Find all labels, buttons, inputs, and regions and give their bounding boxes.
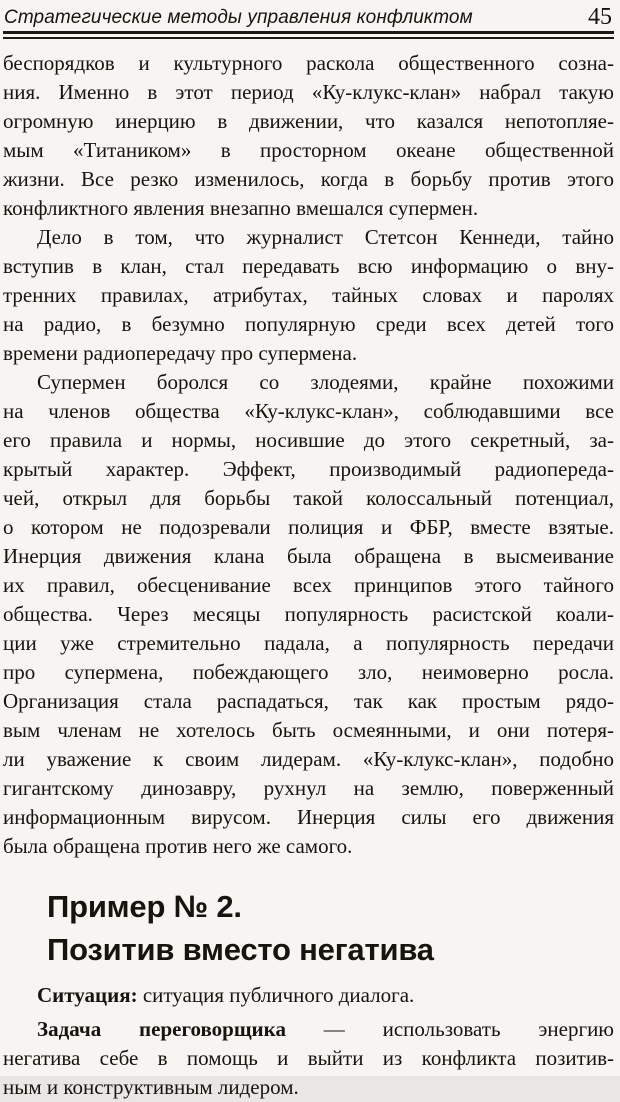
body-text [3, 49, 614, 861]
page-number: 45 [588, 4, 612, 30]
text-line: на членов общества «Ку-клукс-клан», соблюдавшими все [3, 399, 614, 423]
text-line: про супермена, побеждающего зло, неимоверно росла. [3, 660, 614, 684]
text-line: была обращена против него же самого. [3, 834, 353, 858]
running-title: Стратегические методы управления конфликтом [4, 7, 473, 28]
paragraph [3, 223, 614, 368]
text-line [3, 1073, 614, 1102]
text-line: мым «Титаником» в просторном океане общественной [3, 138, 614, 162]
text-line: на радио, в безумно популярную среди всех детей того [3, 312, 614, 336]
text-line: ния. Именно в этот период «Ку-клукс-клан» набрал такую [3, 80, 614, 104]
definition-text: негатива себе в помощь и выйти из конфликта позитив- [3, 1046, 614, 1070]
definition-text: — использовать энергию [285, 1017, 614, 1041]
section-heading-line1: Пример № 2. [47, 889, 242, 924]
text-line: их правил, обесценивание всех принципов этого тайного [3, 573, 614, 597]
text-line: огромную инерцию в движении, что казался непотопляе- [3, 109, 614, 133]
text-line: конфликтного явления внезапно вмешался супермен. [3, 196, 479, 220]
text-line: вступив в клан, стал передавать всю информацию о вну- [3, 254, 614, 278]
definition-paragraph [3, 981, 614, 1010]
text-line [3, 1044, 614, 1073]
text-line: тренних правилах, атрибутах, тайных словах и паролях [3, 283, 614, 307]
paragraph [3, 368, 614, 861]
text-line: чей, открыл для борьбы такой колоссальный потенциал, [3, 486, 614, 510]
text-line: вым членам не хотелось быть осмеянными, и они потеря- [3, 718, 614, 742]
text-line: Инерция движения клана была обращена в высмеивание [3, 544, 614, 568]
text-line: общества. Через месяцы популярность расистской коали- [3, 602, 614, 626]
text-line: гигантскому динозавру, рухнул на землю, поверженный [3, 776, 614, 800]
text-line: Супермен боролся со злодеями, крайне похожими [37, 370, 614, 394]
text-line: информационным вирусом. Инерция силы его движения [3, 805, 614, 829]
text-line: о котором не подозревали полиция и ФБР, вместе взятые. [3, 515, 614, 539]
text-line: Организация стала распадаться, так как простым рядо- [3, 689, 614, 713]
text-line: ли уважение к своим лидерам. «Ку-клукс-клан», подобно [3, 747, 614, 771]
text-line: его правила и нормы, носившие до этого секретный, за- [3, 428, 614, 452]
section-heading-line2: Позитив вместо негатива [47, 932, 434, 967]
text-line [3, 1015, 614, 1044]
definition-label: Задача переговорщика [37, 1017, 286, 1041]
section-heading [47, 885, 614, 971]
text-line: времени радиопередачу про супермена. [3, 341, 358, 365]
definition-label: Ситуация: [37, 983, 138, 1007]
text-line: крытый характер. Эффект, производимый радиопереда- [3, 457, 614, 481]
text-line: жизни. Все резко изменилось, когда в борьбу против этого [3, 167, 614, 191]
header-rule [3, 31, 614, 39]
definition-paragraph [3, 1015, 614, 1102]
paragraph [3, 49, 614, 223]
definition-text: ным и конструктивным лидером. [3, 1075, 299, 1099]
text-line: Дело в том, что журналист Стетсон Кеннеди, тайно [37, 225, 614, 249]
text-line: ции уже стремительно падала, а популярность передачи [3, 631, 614, 655]
definition-paragraphs [3, 981, 614, 1102]
definition-text: ситуация публичного диалога. [137, 983, 415, 1007]
page-header [3, 5, 614, 30]
text-line: беспорядков и культурного раскола общественного созна- [3, 51, 614, 75]
text-line [3, 981, 614, 1010]
